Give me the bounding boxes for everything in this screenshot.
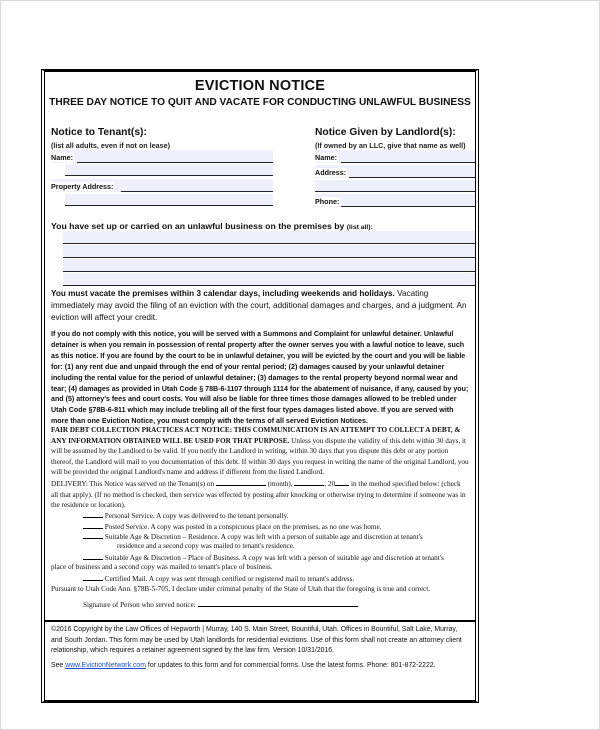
unlawful-business-line-3[interactable]	[63, 259, 475, 272]
property-address-field[interactable]	[51, 179, 273, 192]
tenant-name-label: Name:	[51, 153, 73, 162]
delivery-checkbox[interactable]	[83, 510, 103, 518]
vacate-notice-text: Vacating immediately may avoid the filing of an eviction with the court, additional damages and charges, and a judgment. An eviction will affect your credit.	[51, 289, 467, 322]
signature-label: Signature of Person who served notice:	[83, 601, 198, 609]
delivery-method-label: Suitable Age & Discretion – Place of Business. A copy was left with a person of suitable age and discretion at tenant's	[104, 554, 444, 562]
landlord-address-field[interactable]	[315, 165, 475, 178]
delivery-method-residence-continued: residence and a second copy was mailed to tenant's residence.	[117, 542, 295, 550]
delivery-month-label: (month),	[265, 480, 295, 488]
delivery-paragraph	[51, 478, 469, 511]
document-subtitle: THREE DAY NOTICE TO QUIT AND VACATE FOR CONDUCTING UNLAWFUL BUSINESS	[49, 97, 471, 108]
delivery-label: DELIVERY:	[51, 480, 88, 488]
delivery-method-personal[interactable]	[83, 510, 289, 522]
unlawful-business-line-4[interactable]	[63, 273, 475, 286]
delivery-day-blank[interactable]	[216, 478, 266, 486]
footer-after-link: for updates to this form and for commercial forms. Use the latest forms. Phone: 801-872-2222.	[145, 662, 436, 669]
delivery-year-prefix: , 20	[324, 480, 336, 488]
delivery-checkbox[interactable]	[83, 531, 103, 539]
unlawful-business-prompt-text: You have set up or carried on an unlawful business on the premises by	[51, 221, 345, 231]
noncompliance-paragraph: If you do not comply with this notice, you will be served with a Summons and Complaint for unlawful detainer. Unlawful detainer is when you remain in possession of rental property after the owner serves you with a lawful notice to leave, such as this notice. If you are found by the court to be in unlawful detainer, you will be evicted by the court and you will be liable for: (1) any rent due and unpaid through the end of your rental period; (2) damages caused by your unlawful detainer including the rental value for the period of unlawful detainer; (3) damages to the rental property beyond normal wear and tear; (4) damages as provided in Utah Code § 78B-6-1107 through 1114 for the abatement of nuisance, if any, caused by you; and (5) attorney's fees and court costs. You will also be liable for three times those damages allowed to be trebled under Utah Code §78B-6-811 which may include trebling all of the first four types damages listed above. If you are served with more than one Eviction Notice, you must comply with the terms of all served Eviction Notices.	[51, 330, 469, 426]
section-divider	[45, 620, 475, 622]
fdcpa-text: Unless you dispute the validity of this debt within 30 days, it will be assumed by the Landlord to be valid. If you notify the Landlord in writing, within 30 days that you dispute this debt or any portion thereof, the Landlord will mail to you documentation of this debt. If within 30 days you request in writing the name of the original Landlord, you will be provided the original Landlord's name and address if different from the listed Landlord.	[51, 436, 469, 476]
delivery-method-certified[interactable]	[83, 573, 354, 585]
property-address-field-2[interactable]	[65, 194, 273, 206]
landlord-phone-field[interactable]	[315, 194, 475, 207]
delivery-method-label: Personal Service. A copy was delivered to the tenant personally.	[104, 512, 289, 520]
delivery-method-label: Certified Mail. A copy was sent through certified or registered mail to tenant's address.	[104, 575, 355, 583]
footer-updates	[51, 661, 469, 672]
landlord-heading: Notice Given by Landlord(s):	[315, 127, 456, 138]
property-address-label: Property Address:	[51, 182, 114, 191]
footer-see: See	[51, 662, 66, 669]
unlawful-business-line-1[interactable]	[63, 231, 475, 244]
landlord-hint: (If owned by an LLC, give that name as well)	[315, 141, 466, 150]
delivery-method-label: Suitable Age & Discretion – Residence. A copy was left with a person of suitable age and discretion at tenant's	[104, 533, 423, 541]
tenant-heading: Notice to Tenant(s):	[51, 127, 147, 138]
fdcpa-notice	[51, 425, 469, 478]
vacate-notice	[51, 288, 469, 324]
signature-row	[83, 599, 358, 611]
tenant-hint: (list all adults, even if not on lease)	[51, 141, 171, 150]
document-title: EVICTION NOTICE	[194, 78, 326, 94]
landlord-address-field-2[interactable]	[315, 180, 475, 192]
signature-field[interactable]	[198, 599, 358, 607]
delivery-text-2: in the method specified below: (check all that apply). (If no method is checked, then service was effected by posting after knocking or otherwise trying to determine if someone was in the residence or location).	[51, 480, 466, 509]
unlawful-business-prompt	[51, 221, 373, 231]
delivery-checkbox[interactable]	[83, 521, 103, 529]
declaration: Pursuant to Utah Code Ann. §78B-5-705, I declare under criminal penalty of the State of Utah that the foregoing is true and correct.	[51, 585, 431, 593]
landlord-name-field[interactable]	[315, 150, 475, 163]
tenant-name-field[interactable]	[51, 150, 273, 163]
delivery-year-blank[interactable]	[335, 478, 349, 486]
unlawful-business-prompt-hint: (list all):	[346, 224, 373, 231]
delivery-method-label: Posted Service. A copy was posted in a conspicuous place on the premises, as no one was home.	[104, 523, 382, 531]
tenant-name-field-2[interactable]	[65, 164, 273, 176]
eviction-notice-form	[41, 69, 479, 703]
eviction-network-link[interactable]: www.EvictionNetwork.com	[65, 662, 146, 669]
delivery-method-business-continued: place of business and a second copy was mailed to tenant's place of business.	[51, 563, 273, 571]
delivery-checkbox[interactable]	[83, 573, 103, 581]
footer-copyright: ©2016 Copyright by the Law Offices of Hepworth | Murray, 140 S. Main Street, Bountiful, Utah. Offices in Bountiful, Salt Lake, Murray, and South Jordan. This form may be used by Utah landlords for residential evictions. Use of this form shall not create an attorney client relationship, which requires a retainer agreement signed by the law firm. Version 10/31/2016.	[51, 626, 462, 654]
fdcpa-caps: FAIR DEBT COLLECTION PRACTICES ACT NOTICE: THIS COMMUNICATION IS AN ATTEMPT TO COLLECT A DEBT, & ANY INFORMATION OBTAINED WILL BE USED FOR THAT PURPOSE.	[51, 426, 461, 445]
landlord-name-label: Name:	[315, 153, 337, 162]
vacate-notice-bold: You must vacate the premises within 3 calendar days, including weekends and holidays.	[51, 289, 395, 298]
landlord-phone-label: Phone:	[315, 197, 340, 206]
delivery-date-blank[interactable]	[294, 478, 324, 486]
delivery-checkbox[interactable]	[83, 552, 103, 560]
delivery-text-1: This Notice was served on the Tenant(s) on	[87, 480, 216, 488]
landlord-address-label: Address:	[315, 168, 347, 177]
unlawful-business-line-2[interactable]	[63, 245, 475, 258]
